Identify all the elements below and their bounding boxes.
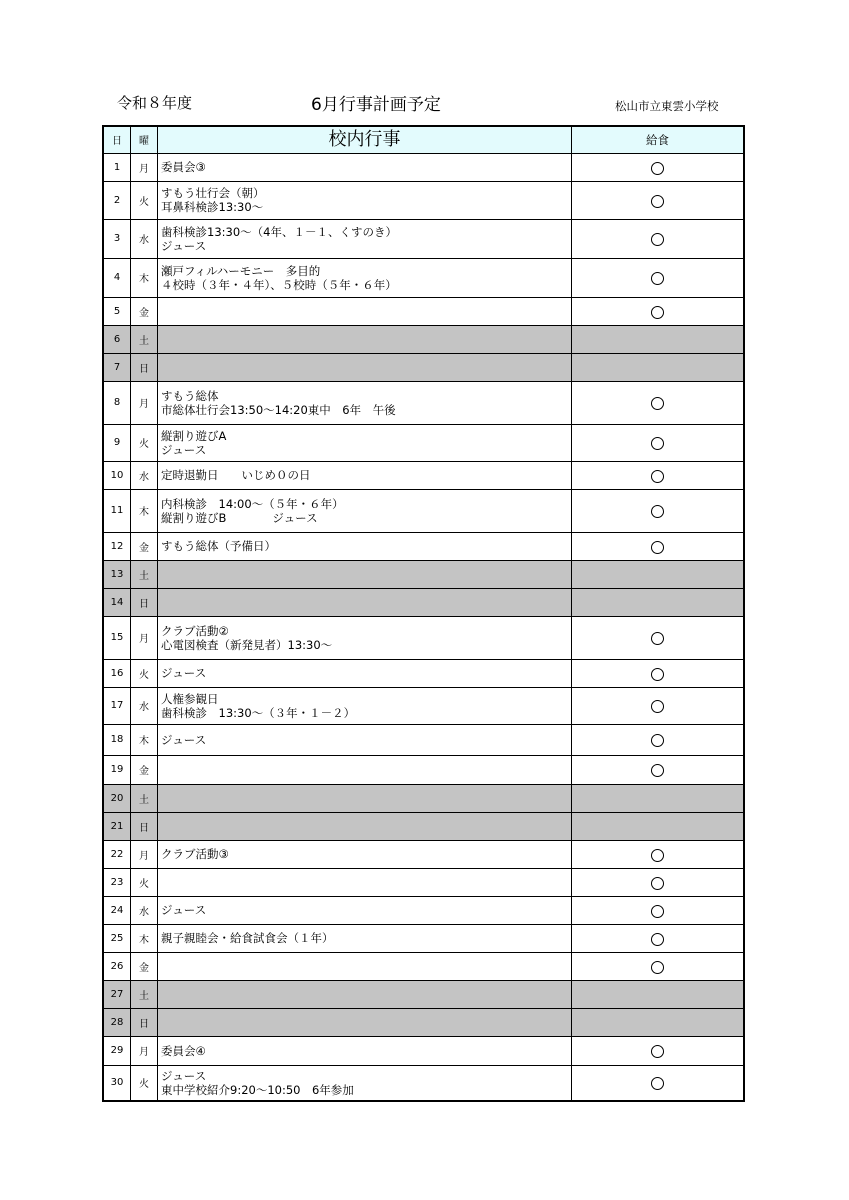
day-cell: 14 [103,588,131,616]
weekday-cell: 木 [131,924,158,952]
events-cell [158,181,572,219]
events-cell [158,952,572,980]
table-row [103,532,744,560]
day-cell: 1 [103,153,131,181]
event-line: ジュース [161,903,207,917]
events-cell [158,1065,572,1101]
weekday-cell: 木 [131,258,158,297]
lunch-circle-icon [651,961,664,974]
table-row [103,219,744,258]
table-row [103,812,744,840]
table-row [103,980,744,1008]
lunch-cell [572,840,745,868]
table-row [103,181,744,219]
table-row [103,687,744,724]
lunch-cell [572,219,745,258]
event-line: 委員会④ [161,1043,206,1058]
day-cell: 28 [103,1008,131,1036]
weekday-cell: 土 [131,784,158,812]
lunch-circle-icon [651,734,664,747]
lunch-circle-icon [651,877,664,890]
lunch-cell [572,952,745,980]
lunch-cell [572,588,745,616]
table-row [103,1008,744,1036]
lunch-circle-icon [651,437,664,450]
table-row [103,325,744,353]
weekday-cell: 火 [131,868,158,896]
table-row [103,868,744,896]
lunch-circle-icon [651,933,664,946]
weekday-cell: 火 [131,181,158,219]
event-line: 東中学校紹介9:20～10:50 6年参加 [161,1082,354,1097]
day-cell: 13 [103,560,131,588]
table-row [103,755,744,784]
table-header-row [103,126,744,153]
table-row [103,616,744,659]
weekday-cell: 月 [131,153,158,181]
event-line: 心電図検査（新発見者）13:30～ [161,637,333,652]
events-cell [158,325,572,353]
events-cell [158,381,572,424]
lunch-cell [572,297,745,325]
event-line: 委員会③ [161,160,206,174]
weekday-cell: 金 [131,297,158,325]
day-cell: 8 [103,381,131,424]
event-line: クラブ活動② [161,623,229,638]
weekday-cell: 水 [131,896,158,924]
weekday-cell: 火 [131,424,158,461]
day-cell: 23 [103,868,131,896]
header-lunch: 給食 [572,126,745,153]
events-cell [158,812,572,840]
table-row [103,1036,744,1065]
events-cell [158,461,572,489]
lunch-circle-icon [651,505,664,518]
schedule-rows [103,153,744,1101]
lunch-cell [572,532,745,560]
school-name: 松山市立東雲小学校 [615,99,719,113]
event-line: すもう壮行会（朝） [161,186,265,200]
weekday-cell: 火 [131,1065,158,1101]
events-cell [158,588,572,616]
lunch-cell [572,353,745,381]
event-line: クラブ活動③ [161,847,229,861]
table-row [103,489,744,532]
table-row [103,588,744,616]
events-cell [158,659,572,687]
weekday-cell: 金 [131,755,158,784]
events-cell [158,532,572,560]
day-cell: 7 [103,353,131,381]
weekday-cell: 水 [131,219,158,258]
lunch-cell [572,1065,745,1101]
table-row [103,659,744,687]
lunch-cell [572,258,745,297]
lunch-cell [572,784,745,812]
event-line: 市総体壮行会13:50～14:20東中 6年 午後 [161,402,396,417]
table-row [103,724,744,755]
lunch-cell [572,325,745,353]
event-line: 縦割り遊びA [161,428,227,443]
events-cell [158,980,572,1008]
event-line: すもう総体（予備日） [161,539,276,553]
header-weekday: 曜 [131,126,158,153]
lunch-cell [572,616,745,659]
lunch-circle-icon [651,905,664,918]
day-cell: 3 [103,219,131,258]
day-cell: 27 [103,980,131,1008]
events-cell [158,687,572,724]
lunch-cell [572,381,745,424]
events-cell [158,153,572,181]
event-line: 定時退勤日 いじめ０の日 [161,468,311,482]
event-line: ジュース [161,1068,207,1083]
lunch-cell [572,1008,745,1036]
weekday-cell: 水 [131,687,158,724]
event-line: ジュース [161,442,207,457]
lunch-cell [572,812,745,840]
events-cell [158,560,572,588]
events-cell [158,724,572,755]
lunch-cell [572,153,745,181]
lunch-circle-icon [651,1077,664,1090]
table-row [103,153,744,181]
table-row [103,840,744,868]
lunch-cell [572,489,745,532]
lunch-circle-icon [651,162,664,175]
day-cell: 10 [103,461,131,489]
day-cell: 12 [103,532,131,560]
day-cell: 4 [103,258,131,297]
header-events: 校内行事 [158,126,572,153]
events-cell [158,896,572,924]
table-row [103,461,744,489]
weekday-cell: 月 [131,616,158,659]
weekday-cell: 日 [131,353,158,381]
events-cell [158,840,572,868]
day-cell: 24 [103,896,131,924]
day-cell: 30 [103,1065,131,1101]
table-row [103,353,744,381]
events-cell [158,868,572,896]
day-cell: 16 [103,659,131,687]
weekday-cell: 月 [131,840,158,868]
lunch-circle-icon [651,764,664,777]
day-cell: 22 [103,840,131,868]
lunch-circle-icon [651,195,664,208]
event-line: 内科検診 14:00～（５年・６年） [161,496,344,511]
event-line: 人権参観日 [161,691,219,706]
lunch-cell [572,659,745,687]
events-cell [158,219,572,258]
weekday-cell: 月 [131,1036,158,1065]
events-cell [158,924,572,952]
day-cell: 25 [103,924,131,952]
events-cell [158,784,572,812]
event-line: 歯科検診13:30～（4年、１－１、くすのき） [161,224,397,239]
events-cell [158,489,572,532]
lunch-cell [572,560,745,588]
day-cell: 21 [103,812,131,840]
day-cell: 26 [103,952,131,980]
table-row [103,896,744,924]
lunch-circle-icon [651,306,664,319]
weekday-cell: 木 [131,489,158,532]
weekday-cell: 日 [131,812,158,840]
event-line: 親子親睦会・給食試食会（１年） [161,931,334,945]
day-cell: 6 [103,325,131,353]
day-cell: 2 [103,181,131,219]
event-line: ジュース [161,666,207,680]
table-row [103,424,744,461]
weekday-cell: 月 [131,381,158,424]
lunch-cell [572,724,745,755]
table-row [103,381,744,424]
events-cell [158,616,572,659]
lunch-cell [572,896,745,924]
lunch-cell [572,868,745,896]
lunch-cell [572,924,745,952]
events-cell [158,353,572,381]
weekday-cell: 日 [131,588,158,616]
events-cell [158,1036,572,1065]
header-day: 日 [103,126,131,153]
lunch-circle-icon [651,397,664,410]
table-row [103,924,744,952]
day-cell: 20 [103,784,131,812]
lunch-circle-icon [651,272,664,285]
table-row [103,952,744,980]
weekday-cell: 火 [131,659,158,687]
weekday-cell: 土 [131,560,158,588]
lunch-cell [572,181,745,219]
weekday-cell: 土 [131,325,158,353]
weekday-cell: 土 [131,980,158,1008]
day-cell: 19 [103,755,131,784]
lunch-circle-icon [651,632,664,645]
day-cell: 17 [103,687,131,724]
event-line: 歯科検診 13:30～（３年・１－２） [161,705,356,720]
schedule-table [102,125,745,1102]
lunch-circle-icon [651,233,664,246]
lunch-cell [572,687,745,724]
page-title: 6月行事計画予定 [311,95,441,115]
event-line: ジュース [161,238,207,253]
lunch-cell [572,1036,745,1065]
lunch-circle-icon [651,700,664,713]
lunch-circle-icon [651,470,664,483]
lunch-circle-icon [651,668,664,681]
day-cell: 5 [103,297,131,325]
table-row [103,784,744,812]
table-row [103,560,744,588]
events-cell [158,1008,572,1036]
weekday-cell: 日 [131,1008,158,1036]
event-line: ４校時（３年・４年）、５校時（５年・６年） [161,277,397,292]
events-cell [158,424,572,461]
lunch-circle-icon [651,1045,664,1058]
lunch-cell [572,461,745,489]
day-cell: 18 [103,724,131,755]
events-cell [158,297,572,325]
table-row [103,1065,744,1101]
events-cell [158,755,572,784]
event-line: 縦割り遊びB ジュース [161,510,318,525]
weekday-cell: 木 [131,724,158,755]
fiscal-year: 令和８年度 [117,94,193,112]
events-cell [158,258,572,297]
table-row [103,258,744,297]
table-row [103,297,744,325]
weekday-cell: 金 [131,532,158,560]
lunch-cell [572,755,745,784]
event-line: 耳鼻科検診13:30～ [161,200,264,214]
day-cell: 29 [103,1036,131,1065]
event-line: 瀬戸フィルハーモニー 多目的 [161,263,321,278]
lunch-cell [572,980,745,1008]
day-cell: 15 [103,616,131,659]
lunch-cell [572,424,745,461]
weekday-cell: 水 [131,461,158,489]
event-line: すもう総体 [161,388,219,403]
day-cell: 9 [103,424,131,461]
day-cell: 11 [103,489,131,532]
lunch-circle-icon [651,541,664,554]
weekday-cell: 金 [131,952,158,980]
event-line: ジュース [161,732,207,747]
lunch-circle-icon [651,849,664,862]
